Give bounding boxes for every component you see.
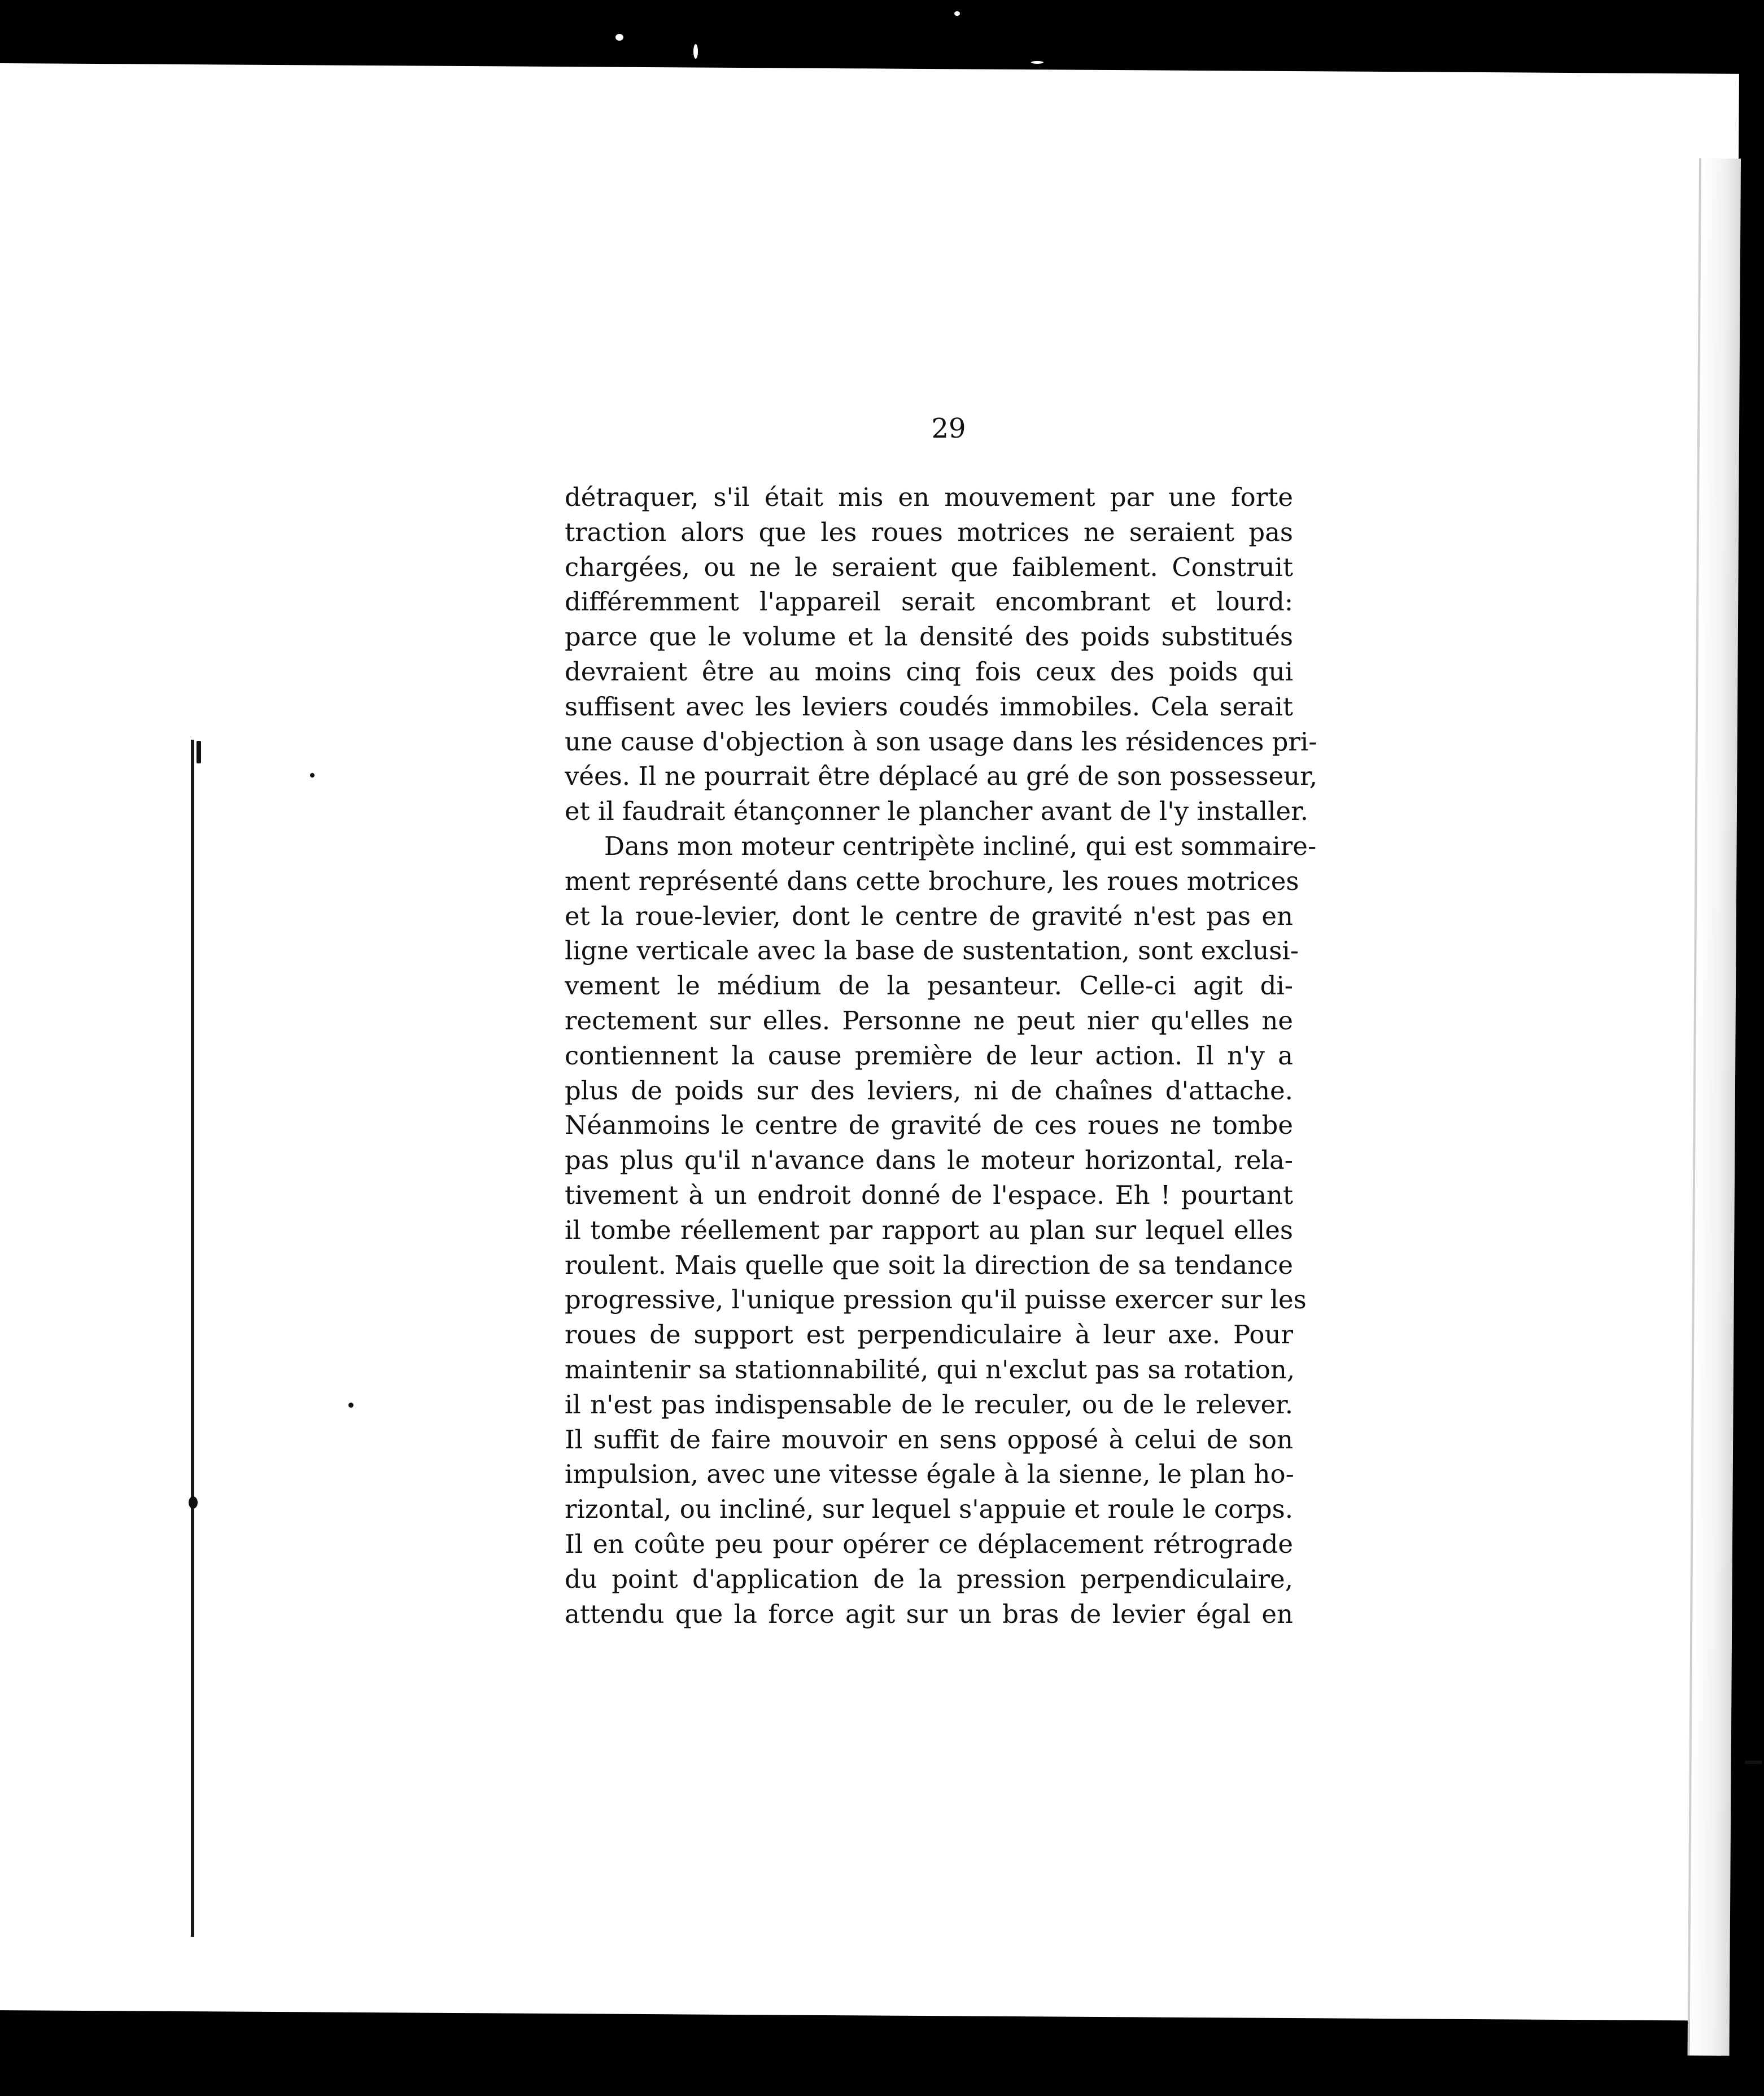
text-line: Dans mon moteur centripète incliné, qui est sommaire- [604, 831, 1317, 861]
text-line: attendu que la force agit sur un bras de levier égal en [565, 1599, 1293, 1629]
text-line: pas plus qu'il n'avance dans le moteur horizontal, rela- [565, 1145, 1293, 1176]
text-line: Néanmoins le centre de gravité de ces roues ne tombe [565, 1110, 1293, 1141]
text-line: une cause d'objection à son usage dans les résidences pri- [565, 726, 1317, 757]
text-line: suffisent avec les leviers coudés immobiles. Cela serait [565, 691, 1293, 722]
text-line: rizontal, ou incliné, sur lequel s'appuie et roule le corps. [565, 1494, 1293, 1525]
text-line: vement le médium de la pesanteur. Celle-ci agit di- [565, 971, 1293, 1001]
scan-speck [693, 44, 698, 59]
paragraph [565, 480, 1318, 829]
ink-dot [348, 1403, 353, 1408]
text-line: impulsion, avec une vitesse égale à la sienne, le plan ho- [565, 1459, 1294, 1490]
text-line: Il en coûte peu pour opérer ce déplacement rétrograde [565, 1529, 1293, 1559]
text-line: vées. Il ne pourrait être déplacé au gré de son possesseur, [565, 761, 1318, 792]
gutter-mark [189, 1496, 198, 1509]
text-line: et la roue-levier, dont le centre de gravité n'est pas en [565, 901, 1293, 931]
text-line: rectement sur elles. Personne ne peut nier qu'elles ne [565, 1005, 1293, 1036]
scan-speck [1031, 61, 1043, 64]
ink-dot [310, 773, 315, 778]
binding-gutter [191, 740, 194, 1937]
text-line: roues de support est perpendiculaire à leur axe. Pour [565, 1320, 1293, 1350]
page-number: 29 [931, 413, 966, 444]
paragraph [565, 829, 1317, 1631]
text-line: parce que le volume et la densité des poids substitués [565, 622, 1293, 652]
text-line: progressive, l'unique pression qu'il puisse exercer sur les [565, 1285, 1307, 1315]
page-edge [1688, 158, 1741, 2055]
text-line: détraquer, s'il était mis en mouvement par une forte [565, 482, 1293, 512]
text-line: tivement à un endroit donné de l'espace. Eh ! pourtant [565, 1180, 1293, 1210]
text-line: roulent. Mais quelle que soit la direction de sa tendance [565, 1250, 1293, 1280]
text-line: traction alors que les roues motrices ne seraient pas [565, 517, 1293, 547]
text-line: ligne verticale avec la base de sustentation, sont exclusi- [565, 936, 1299, 966]
text-line: Il suffit de faire mouvoir en sens opposé à celui de son [565, 1424, 1293, 1455]
text-line: devraient être au moins cinq fois ceux des poids qui [565, 656, 1293, 687]
gutter-mark [197, 741, 201, 763]
text-line: plus de poids sur des leviers, ni de chaînes d'attache. [565, 1075, 1293, 1106]
text-line: différemment l'appareil serait encombrant et lourd: [565, 587, 1293, 617]
text-line: il tombe réellement par rapport au plan sur lequel elles [565, 1215, 1293, 1245]
text-line: et il faudrait étançonner le plancher avant de l'y installer. [565, 796, 1309, 827]
text-line: ment représenté dans cette brochure, les roues motrices [565, 866, 1299, 896]
scan-speck [954, 11, 960, 16]
text-line: contiennent la cause première de leur action. Il n'y a [565, 1040, 1293, 1071]
scan-speck [615, 34, 623, 41]
body-text [565, 480, 1318, 1631]
text-line: du point d'application de la pression perpendiculaire, [565, 1564, 1293, 1594]
text-line: maintenir sa stationnabilité, qui n'exclut pas sa rotation, [565, 1354, 1295, 1385]
edge-mark [1745, 1761, 1762, 1764]
text-line: il n'est pas indispensable de le reculer, ou de le relever. [565, 1389, 1293, 1420]
text-line: chargées, ou ne le seraient que faiblement. Construit [565, 552, 1293, 582]
